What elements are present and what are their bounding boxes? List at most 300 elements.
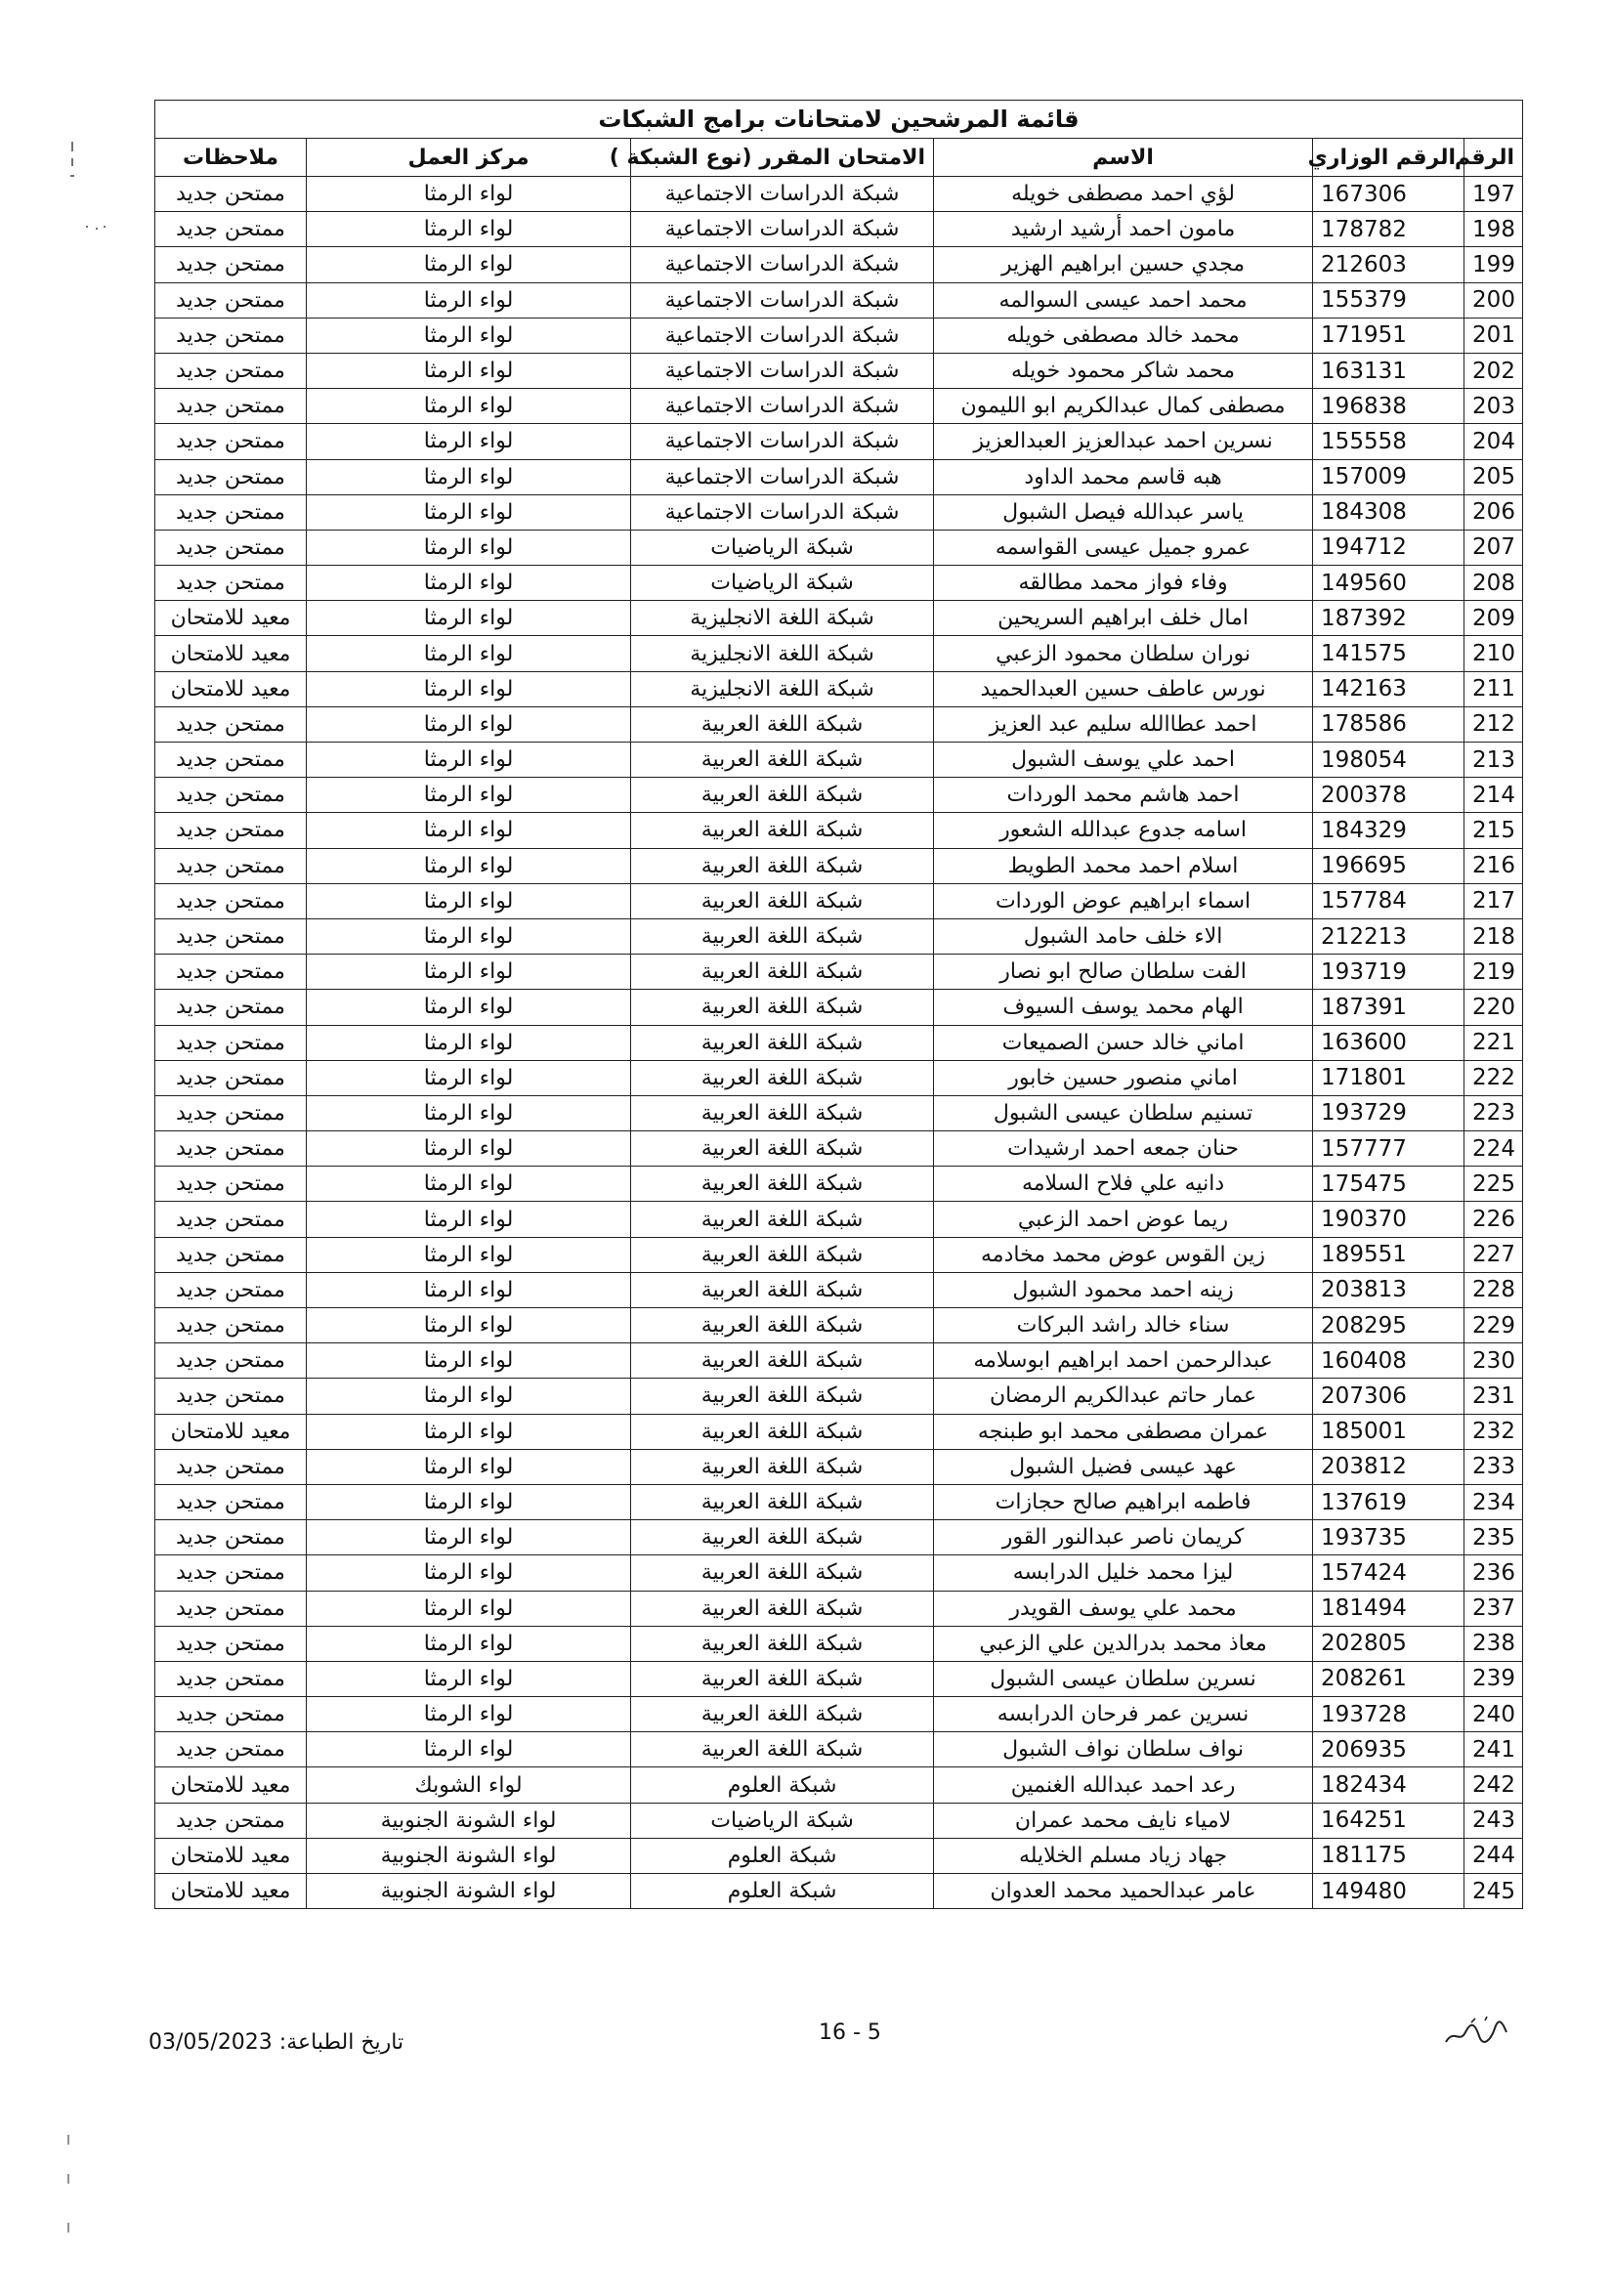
row-ministry-number: 196838 <box>1313 389 1464 424</box>
row-seq: 203 <box>1464 389 1523 424</box>
row-ministry-number: 193735 <box>1313 1520 1464 1555</box>
table-row <box>155 1449 1523 1484</box>
row-work-center: لواء الشونة الجنوبية <box>307 1874 631 1909</box>
row-seq: 221 <box>1464 1025 1523 1060</box>
row-exam: شبكة الدراسات الاجتماعية <box>631 212 934 247</box>
row-ministry-number: 184308 <box>1313 494 1464 530</box>
table-row <box>155 1520 1523 1555</box>
row-work-center: لواء الرمثا <box>307 955 631 990</box>
row-ministry-number: 175475 <box>1313 1167 1464 1202</box>
table-row <box>155 1131 1523 1167</box>
row-exam: شبكة الدراسات الاجتماعية <box>631 494 934 530</box>
table-row <box>155 247 1523 282</box>
row-ministry-number: 142163 <box>1313 671 1464 706</box>
row-notes: معيد للامتحان <box>155 671 307 706</box>
row-notes: ممتحن جديد <box>155 247 307 282</box>
table-row <box>155 1803 1523 1838</box>
row-name: فاطمه ابراهيم صالح حجازات <box>934 1484 1313 1519</box>
row-exam: شبكة اللغة العربية <box>631 1591 934 1626</box>
row-seq: 233 <box>1464 1449 1523 1484</box>
row-exam: شبكة العلوم <box>631 1838 934 1873</box>
row-seq: 201 <box>1464 318 1523 353</box>
row-seq: 240 <box>1464 1697 1523 1732</box>
row-seq: 207 <box>1464 530 1523 565</box>
table-header-row <box>155 139 1523 177</box>
row-work-center: لواء الرمثا <box>307 389 631 424</box>
row-notes: ممتحن جديد <box>155 389 307 424</box>
row-name: محمد شاكر محمود خويله <box>934 353 1313 388</box>
row-name: حنان جمعه احمد ارشيدات <box>934 1131 1313 1167</box>
table-row <box>155 706 1523 742</box>
row-ministry-number: 171801 <box>1313 1060 1464 1095</box>
row-work-center: لواء الرمثا <box>307 1308 631 1343</box>
row-name: عمرو جميل عيسى القواسمه <box>934 530 1313 565</box>
table-row <box>155 1591 1523 1626</box>
margin-marks-bottom <box>59 2130 78 2257</box>
table-row <box>155 1414 1523 1449</box>
row-work-center: لواء الرمثا <box>307 848 631 883</box>
row-ministry-number: 208295 <box>1313 1308 1464 1343</box>
row-work-center: لواء الرمثا <box>307 566 631 601</box>
row-notes: ممتحن جديد <box>155 1661 307 1696</box>
row-notes: ممتحن جديد <box>155 918 307 954</box>
signature-scribble <box>1442 2015 1510 2052</box>
row-exam: شبكة اللغة العربية <box>631 1095 934 1130</box>
row-seq: 232 <box>1464 1414 1523 1449</box>
row-work-center: لواء الرمثا <box>307 1379 631 1414</box>
row-name: الهام محمد يوسف السيوف <box>934 990 1313 1025</box>
table-row <box>155 424 1523 459</box>
row-notes: ممتحن جديد <box>155 778 307 813</box>
row-ministry-number: 207306 <box>1313 1379 1464 1414</box>
row-work-center: لواء الرمثا <box>307 743 631 778</box>
row-name: محمد علي يوسف القويدر <box>934 1591 1313 1626</box>
row-name: عمران مصطفى محمد ابو طبنجه <box>934 1414 1313 1449</box>
table-row <box>155 566 1523 601</box>
table-row <box>155 389 1523 424</box>
row-seq: 212 <box>1464 706 1523 742</box>
row-exam: شبكة اللغة العربية <box>631 1202 934 1237</box>
row-seq: 227 <box>1464 1237 1523 1272</box>
table-row <box>155 601 1523 636</box>
row-notes: ممتحن جديد <box>155 1449 307 1484</box>
table-row <box>155 1308 1523 1343</box>
table-row <box>155 530 1523 565</box>
row-work-center: لواء الرمثا <box>307 1202 631 1237</box>
row-work-center: لواء الرمثا <box>307 671 631 706</box>
row-notes: ممتحن جديد <box>155 1379 307 1414</box>
row-exam: شبكة اللغة العربية <box>631 990 934 1025</box>
row-work-center: لواء الرمثا <box>307 494 631 530</box>
row-work-center: لواء الرمثا <box>307 706 631 742</box>
row-name: نورس عاطف حسين العبدالحميد <box>934 671 1313 706</box>
row-ministry-number: 164251 <box>1313 1803 1464 1838</box>
row-notes: ممتحن جديد <box>155 1202 307 1237</box>
row-seq: 211 <box>1464 671 1523 706</box>
row-exam: شبكة اللغة العربية <box>631 1555 934 1591</box>
row-exam: شبكة اللغة العربية <box>631 1167 934 1202</box>
row-name: نسرين عمر فرحان الدرابسه <box>934 1697 1313 1732</box>
row-ministry-number: 193719 <box>1313 955 1464 990</box>
row-notes: ممتحن جديد <box>155 530 307 565</box>
row-notes: ممتحن جديد <box>155 424 307 459</box>
row-notes: ممتحن جديد <box>155 1484 307 1519</box>
table-row <box>155 177 1523 212</box>
table-row <box>155 318 1523 353</box>
row-work-center: لواء الرمثا <box>307 1095 631 1130</box>
row-name: اسماء ابراهيم عوض الوردات <box>934 883 1313 918</box>
row-ministry-number: 163600 <box>1313 1025 1464 1060</box>
row-ministry-number: 160408 <box>1313 1343 1464 1379</box>
row-notes: ممتحن جديد <box>155 1591 307 1626</box>
row-notes: معيد للامتحان <box>155 1414 307 1449</box>
row-work-center: لواء الرمثا <box>307 1449 631 1484</box>
row-name: نوران سلطان محمود الزعبي <box>934 636 1313 671</box>
row-name: امال خلف ابراهيم السريحين <box>934 601 1313 636</box>
table-row <box>155 1838 1523 1873</box>
row-exam: شبكة اللغة الانجليزية <box>631 671 934 706</box>
row-seq: 242 <box>1464 1767 1523 1803</box>
row-notes: ممتحن جديد <box>155 353 307 388</box>
table-row <box>155 1095 1523 1130</box>
row-ministry-number: 155379 <box>1313 282 1464 318</box>
row-notes: ممتحن جديد <box>155 1343 307 1379</box>
table-row <box>155 1555 1523 1591</box>
row-ministry-number: 194712 <box>1313 530 1464 565</box>
row-work-center: لواء الرمثا <box>307 1591 631 1626</box>
row-notes: ممتحن جديد <box>155 1060 307 1095</box>
row-ministry-number: 196695 <box>1313 848 1464 883</box>
row-name: عبدالرحمن احمد ابراهيم ابوسلامه <box>934 1343 1313 1379</box>
table-body <box>155 177 1523 1909</box>
row-exam: شبكة اللغة العربية <box>631 1060 934 1095</box>
row-work-center: لواء الرمثا <box>307 1484 631 1519</box>
row-ministry-number: 184329 <box>1313 813 1464 848</box>
row-notes: ممتحن جديد <box>155 1803 307 1838</box>
row-exam: شبكة اللغة العربية <box>631 1025 934 1060</box>
row-ministry-number: 178782 <box>1313 212 1464 247</box>
row-seq: 213 <box>1464 743 1523 778</box>
table-row <box>155 1697 1523 1732</box>
row-seq: 217 <box>1464 883 1523 918</box>
row-name: لؤي احمد مصطفى خويله <box>934 177 1313 212</box>
table-row <box>155 282 1523 318</box>
row-seq: 219 <box>1464 955 1523 990</box>
row-ministry-number: 157009 <box>1313 459 1464 494</box>
row-work-center: لواء الرمثا <box>307 1060 631 1095</box>
row-exam: شبكة اللغة العربية <box>631 1732 934 1767</box>
row-exam: شبكة اللغة العربية <box>631 883 934 918</box>
row-exam: شبكة الدراسات الاجتماعية <box>631 389 934 424</box>
row-ministry-number: 137619 <box>1313 1484 1464 1519</box>
header-exam: الامتحان المقرر (نوع الشبكة ) <box>631 139 934 177</box>
table-row <box>155 1272 1523 1307</box>
table-row <box>155 1060 1523 1095</box>
row-name: تسنيم سلطان عيسى الشبول <box>934 1095 1313 1130</box>
row-name: عهد عيسى فضيل الشبول <box>934 1449 1313 1484</box>
row-exam: شبكة اللغة العربية <box>631 706 934 742</box>
row-work-center: لواء الرمثا <box>307 636 631 671</box>
row-ministry-number: 187391 <box>1313 990 1464 1025</box>
row-name: عامر عبدالحميد محمد العدوان <box>934 1874 1313 1909</box>
row-seq: 220 <box>1464 990 1523 1025</box>
row-name: محمد خالد مصطفى خويله <box>934 318 1313 353</box>
row-ministry-number: 212603 <box>1313 247 1464 282</box>
row-work-center: لواء الرمثا <box>307 1272 631 1307</box>
candidates-table <box>154 100 1523 1909</box>
row-notes: ممتحن جديد <box>155 282 307 318</box>
table-row <box>155 1626 1523 1661</box>
row-seq: 230 <box>1464 1343 1523 1379</box>
row-exam: شبكة اللغة الانجليزية <box>631 636 934 671</box>
row-name: مجدي حسين ابراهيم الهزير <box>934 247 1313 282</box>
table-row <box>155 1767 1523 1803</box>
row-exam: شبكة العلوم <box>631 1767 934 1803</box>
row-exam: شبكة اللغة العربية <box>631 1520 934 1555</box>
row-ministry-number: 171951 <box>1313 318 1464 353</box>
row-name: رعد احمد عبدالله الغنمين <box>934 1767 1313 1803</box>
table-row <box>155 1379 1523 1414</box>
row-seq: 225 <box>1464 1167 1523 1202</box>
row-notes: معيد للامتحان <box>155 601 307 636</box>
table-row <box>155 1167 1523 1202</box>
row-exam: شبكة اللغة العربية <box>631 1379 934 1414</box>
row-ministry-number: 157784 <box>1313 883 1464 918</box>
row-exam: شبكة الرياضيات <box>631 566 934 601</box>
row-seq: 235 <box>1464 1520 1523 1555</box>
row-seq: 244 <box>1464 1838 1523 1873</box>
row-notes: معيد للامتحان <box>155 1874 307 1909</box>
row-name: ليزا محمد خليل الدرابسه <box>934 1555 1313 1591</box>
row-work-center: لواء الرمثا <box>307 990 631 1025</box>
row-notes: ممتحن جديد <box>155 1697 307 1732</box>
row-exam: شبكة الرياضيات <box>631 1803 934 1838</box>
row-work-center: لواء الرمثا <box>307 918 631 954</box>
row-seq: 228 <box>1464 1272 1523 1307</box>
row-notes: ممتحن جديد <box>155 990 307 1025</box>
row-name: احمد علي يوسف الشبول <box>934 743 1313 778</box>
table-row <box>155 848 1523 883</box>
row-work-center: لواء الرمثا <box>307 318 631 353</box>
row-name: مامون احمد أرشيد ارشيد <box>934 212 1313 247</box>
table-row <box>155 212 1523 247</box>
row-notes: ممتحن جديد <box>155 1732 307 1767</box>
table-row <box>155 990 1523 1025</box>
table-row <box>155 955 1523 990</box>
row-exam: شبكة اللغة العربية <box>631 743 934 778</box>
row-notes: ممتحن جديد <box>155 955 307 990</box>
row-notes: ممتحن جديد <box>155 212 307 247</box>
row-ministry-number: 163131 <box>1313 353 1464 388</box>
row-exam: شبكة اللغة العربية <box>631 1308 934 1343</box>
row-notes: ممتحن جديد <box>155 848 307 883</box>
row-ministry-number: 185001 <box>1313 1414 1464 1449</box>
row-name: محمد احمد عيسى السوالمه <box>934 282 1313 318</box>
row-ministry-number: 193728 <box>1313 1697 1464 1732</box>
row-notes: ممتحن جديد <box>155 1095 307 1130</box>
row-exam: شبكة اللغة العربية <box>631 1272 934 1307</box>
row-exam: شبكة اللغة العربية <box>631 778 934 813</box>
row-seq: 222 <box>1464 1060 1523 1095</box>
row-seq: 209 <box>1464 601 1523 636</box>
row-name: اسامه جدوع عبدالله الشعور <box>934 813 1313 848</box>
row-name: الفت سلطان صالح ابو نصار <box>934 955 1313 990</box>
row-seq: 241 <box>1464 1732 1523 1767</box>
row-ministry-number: 149560 <box>1313 566 1464 601</box>
row-exam: شبكة اللغة العربية <box>631 1484 934 1519</box>
table-row <box>155 778 1523 813</box>
row-seq: 224 <box>1464 1131 1523 1167</box>
row-name: لامياء نايف محمد عمران <box>934 1803 1313 1838</box>
row-name: زين القوس عوض محمد مخادمه <box>934 1237 1313 1272</box>
row-work-center: لواء الرمثا <box>307 813 631 848</box>
row-name: عمار حاتم عبدالكريم الرمضان <box>934 1379 1313 1414</box>
table-row <box>155 1237 1523 1272</box>
row-notes: ممتحن جديد <box>155 459 307 494</box>
row-ministry-number: 202805 <box>1313 1626 1464 1661</box>
row-exam: شبكة اللغة العربية <box>631 1661 934 1696</box>
row-seq: 226 <box>1464 1202 1523 1237</box>
row-ministry-number: 187392 <box>1313 601 1464 636</box>
row-work-center: لواء الرمثا <box>307 1025 631 1060</box>
row-ministry-number: 206935 <box>1313 1732 1464 1767</box>
table-row <box>155 1343 1523 1379</box>
header-ministry-number: الرقم الوزاري <box>1313 139 1464 177</box>
row-ministry-number: 157777 <box>1313 1131 1464 1167</box>
table-title: قائمة المرشحين لامتحانات برامج الشبكات <box>155 101 1523 139</box>
table-title-row <box>155 101 1523 139</box>
row-work-center: لواء الشوبك <box>307 1767 631 1803</box>
row-seq: 236 <box>1464 1555 1523 1591</box>
row-notes: ممتحن جديد <box>155 566 307 601</box>
header-notes: ملاحظات <box>155 139 307 177</box>
table-row <box>155 1025 1523 1060</box>
row-ministry-number: 178586 <box>1313 706 1464 742</box>
row-notes: ممتحن جديد <box>155 1272 307 1307</box>
row-work-center: لواء الرمثا <box>307 1626 631 1661</box>
row-exam: شبكة الدراسات الاجتماعية <box>631 353 934 388</box>
row-exam: شبكة اللغة الانجليزية <box>631 601 934 636</box>
row-seq: 218 <box>1464 918 1523 954</box>
row-exam: شبكة اللغة العربية <box>631 1626 934 1661</box>
row-seq: 229 <box>1464 1308 1523 1343</box>
row-exam: شبكة الدراسات الاجتماعية <box>631 282 934 318</box>
row-notes: معيد للامتحان <box>155 1838 307 1873</box>
row-exam: شبكة اللغة العربية <box>631 918 934 954</box>
row-name: اماني منصور حسين خابور <box>934 1060 1313 1095</box>
row-seq: 197 <box>1464 177 1523 212</box>
row-exam: شبكة اللغة العربية <box>631 1131 934 1167</box>
row-seq: 243 <box>1464 1803 1523 1838</box>
row-name: ريما عوض احمد الزعبي <box>934 1202 1313 1237</box>
candidates-table-wrapper <box>154 100 1522 1909</box>
row-ministry-number: 208261 <box>1313 1661 1464 1696</box>
row-work-center: لواء الرمثا <box>307 1343 631 1379</box>
row-ministry-number: 189551 <box>1313 1237 1464 1272</box>
row-seq: 223 <box>1464 1095 1523 1130</box>
row-notes: ممتحن جديد <box>155 1025 307 1060</box>
row-name: نواف سلطان نواف الشبول <box>934 1732 1313 1767</box>
row-exam: شبكة الرياضيات <box>631 530 934 565</box>
table-row <box>155 813 1523 848</box>
row-exam: شبكة اللغة العربية <box>631 848 934 883</box>
row-work-center: لواء الرمثا <box>307 282 631 318</box>
page-number: 16 - 5 <box>819 2020 881 2045</box>
row-notes: معيد للامتحان <box>155 636 307 671</box>
row-ministry-number: 181175 <box>1313 1838 1464 1873</box>
table-row <box>155 353 1523 388</box>
row-name: الاء خلف حامد الشبول <box>934 918 1313 954</box>
row-work-center: لواء الرمثا <box>307 1414 631 1449</box>
row-ministry-number: 203813 <box>1313 1272 1464 1307</box>
row-work-center: لواء الرمثا <box>307 1555 631 1591</box>
row-work-center: لواء الرمثا <box>307 883 631 918</box>
table-row <box>155 636 1523 671</box>
row-seq: 234 <box>1464 1484 1523 1519</box>
row-name: كريمان ناصر عبدالنور القور <box>934 1520 1313 1555</box>
row-name: ياسر عبدالله فيصل الشبول <box>934 494 1313 530</box>
row-seq: 202 <box>1464 353 1523 388</box>
table-row <box>155 494 1523 530</box>
row-ministry-number: 203812 <box>1313 1449 1464 1484</box>
table-row <box>155 1484 1523 1519</box>
row-notes: ممتحن جديد <box>155 1131 307 1167</box>
row-work-center: لواء الرمثا <box>307 459 631 494</box>
row-notes: ممتحن جديد <box>155 1626 307 1661</box>
row-ministry-number: 157424 <box>1313 1555 1464 1591</box>
row-notes: ممتحن جديد <box>155 883 307 918</box>
header-work-center: مركز العمل <box>307 139 631 177</box>
row-notes: ممتحن جديد <box>155 1167 307 1202</box>
margin-marks <box>64 137 113 244</box>
row-name: احمد عطاالله سليم عبد العزيز <box>934 706 1313 742</box>
row-ministry-number: 181494 <box>1313 1591 1464 1626</box>
row-ministry-number: 182434 <box>1313 1767 1464 1803</box>
row-work-center: لواء الرمثا <box>307 247 631 282</box>
row-work-center: لواء الرمثا <box>307 1237 631 1272</box>
row-name: اسلام احمد محمد الطويط <box>934 848 1313 883</box>
row-exam: شبكة الدراسات الاجتماعية <box>631 318 934 353</box>
row-name: سناء خالد راشد البركات <box>934 1308 1313 1343</box>
row-ministry-number: 200378 <box>1313 778 1464 813</box>
row-notes: ممتحن جديد <box>155 177 307 212</box>
row-work-center: لواء الرمثا <box>307 1520 631 1555</box>
row-work-center: لواء الرمثا <box>307 601 631 636</box>
table-row <box>155 743 1523 778</box>
row-seq: 204 <box>1464 424 1523 459</box>
row-seq: 199 <box>1464 247 1523 282</box>
row-notes: ممتحن جديد <box>155 1520 307 1555</box>
row-work-center: لواء الرمثا <box>307 212 631 247</box>
row-work-center: لواء الرمثا <box>307 1697 631 1732</box>
row-work-center: لواء الرمثا <box>307 424 631 459</box>
row-ministry-number: 149480 <box>1313 1874 1464 1909</box>
row-seq: 214 <box>1464 778 1523 813</box>
row-name: اماني خالد حسن الصميعات <box>934 1025 1313 1060</box>
table-row <box>155 459 1523 494</box>
table-row <box>155 671 1523 706</box>
table-row <box>155 1661 1523 1696</box>
row-work-center: لواء الرمثا <box>307 1732 631 1767</box>
row-work-center: لواء الرمثا <box>307 353 631 388</box>
row-seq: 239 <box>1464 1661 1523 1696</box>
row-name: دانيه علي فلاح السلامه <box>934 1167 1313 1202</box>
row-seq: 210 <box>1464 636 1523 671</box>
row-name: وفاء فواز محمد مطالقه <box>934 566 1313 601</box>
row-notes: ممتحن جديد <box>155 1555 307 1591</box>
row-notes: ممتحن جديد <box>155 706 307 742</box>
row-ministry-number: 193729 <box>1313 1095 1464 1130</box>
